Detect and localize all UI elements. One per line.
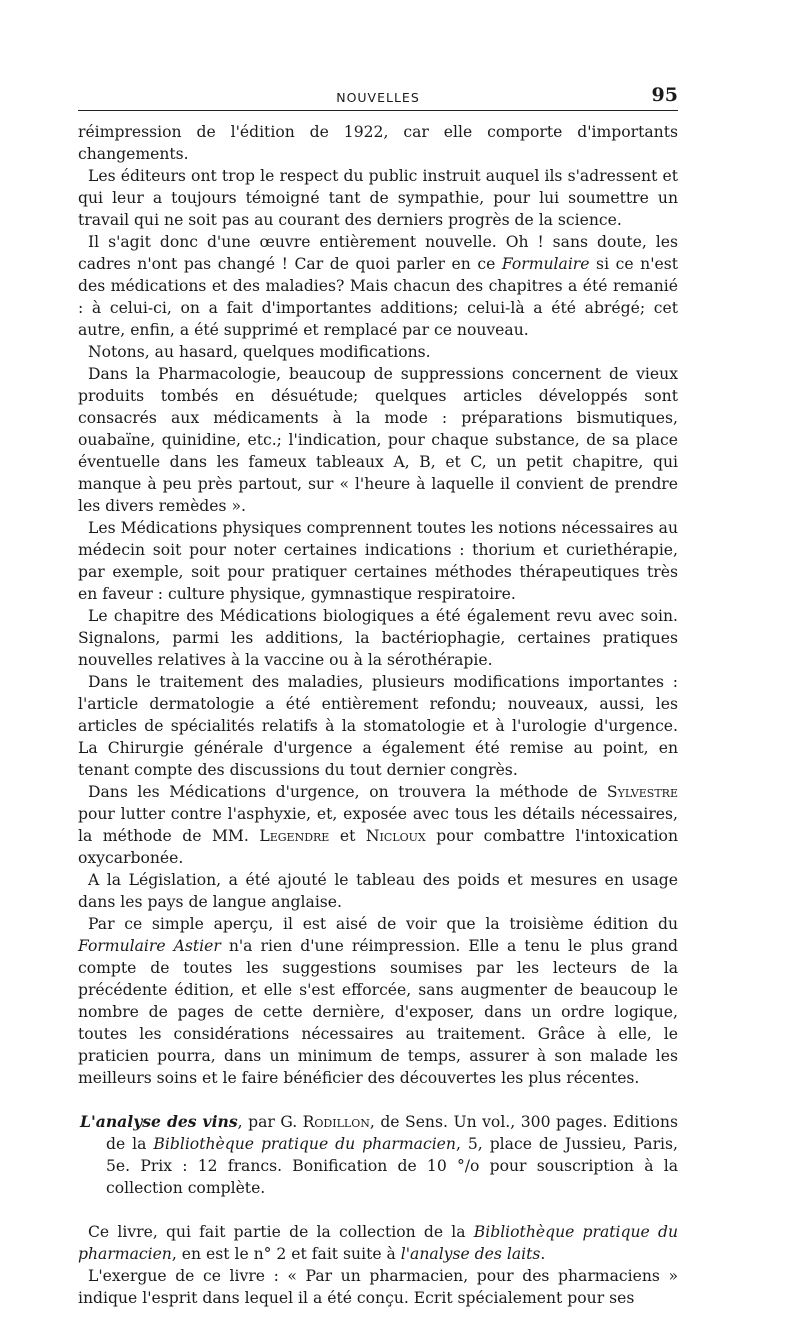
paragraph: Les Médications physiques comprennent toutes les notions nécessaires au médecin soit pour noter certaines indications : thorium et curiethérapie, par exemple, soit pour pratiquer certaines méthodes thérapeutiques très en faveur : culture physique, gymnastique respiratoire. [78,519,678,603]
book-title: L'analyse des vins [80,1112,238,1131]
paragraph: A la Législation, a été ajouté le tableau des poids et mesures en usage dans les pays de langue anglaise. [78,871,678,911]
paragraph: Par ce simple aperçu, il est aisé de voir que la troisième édition du Formulaire Astier n'a rien d'une réimpression. Elle a tenu le plus grand compte de toutes les suggestions soumises par les lecteurs de la précédente édition, et elle s'est efforcée, sans augmenter de beaucoup le nombre de pages de cette dernière, d'exposer, dans un ordre logique, toutes les considérations nécessaires au traitement. Grâce à elle, le praticien pourra, dans un minimum de temps, assurer à son malade les meilleurs soins et le faire bénéficier des découvertes les plus récentes. [78,915,678,1087]
paragraph: L'exergue de ce livre : « Par un pharmacien, pour des pharmaciens » indique l'esprit dans lequel il a été conçu. Ecrit spécialement pour ses [78,1267,678,1307]
page-number: 95 [651,84,678,106]
paragraph: Il s'agit donc d'une œuvre entièrement nouvelle. Oh ! sans doute, les cadres n'ont pas changé ! Car de quoi parler en ce Formulaire si ce n'est des médications et des maladies? Mais chacun des chapitres a été remanié : à celui-ci, on a fait d'importantes additions; celui-là a été abrégé; cet autre, enfin, a été supprimé et remplacé par ce nouveau. [78,233,678,339]
paragraph: Dans le traitement des maladies, plusieurs modifications importantes : l'article dermatologie a été entièrement refondu; nouveaux, aussi, les articles de spécialités relatifs à la stomatologie et à l'urologie d'urgence. La Chirurgie générale d'urgence a également été remise au point, en tenant compte des discussions du tout dernier congrès. [78,673,678,779]
paragraph: Le chapitre des Médications biologiques a été également revu avec soin. Signalons, parmi les additions, la bactériophagie, certaines pratiques nouvelles relatives à la vaccine ou à la sérothérapie. [78,607,678,669]
paragraph: réimpression de l'édition de 1922, car elle comporte d'importants changements. [78,123,678,163]
bibliography-entry: L'analyse des vins, par G. Rodillon, de Sens. Un vol., 300 pages. Editions de la Bibliothèque pratique du pharmacien, 5, place de Jussieu, Paris, 5e. Prix : 12 francs. Bonification de 10 °/o pour souscription à la collection complète. [80,1112,678,1197]
paragraph: Notons, au hasard, quelques modifications. [88,343,431,361]
paragraph: Dans les Médications d'urgence, on trouvera la méthode de Sylvestre pour lutter contre l'asphyxie, et, exposée avec tous les détails nécessaires, la méthode de MM. Legendre et Nicloux pour combattre l'intoxication oxycarbonée. [78,783,678,867]
paragraph: Ce livre, qui fait partie de la collection de la Bibliothèque pratique du pharmacien, en est le n° 2 et fait suite à l'analyse des laits. [78,1223,678,1263]
paragraph: Dans la Pharmacologie, beaucoup de suppressions concernent de vieux produits tombés en désuétude; quelques articles développés sont consacrés aux médicaments à la mode : préparations bismutiques, ouabaïne, quinidine, etc.; l'indication, pour chaque substance, de sa place éventuelle dans les fameux tableaux A, B, et C, un petit chapitre, qui manque à peu près partout, sur « l'heure à laquelle il convient de prendre les divers remèdes ». [78,365,678,515]
paragraph: Les éditeurs ont trop le respect du public instruit auquel ils s'adressent et qui leur a toujours témoigné tant de sympathie, pour lui soumettre un travail qui ne soit pas au courant des derniers progrès de la science. [78,167,678,229]
running-header [78,84,678,111]
header-title: NOUVELLES [336,90,420,105]
page [78,84,678,1309]
book-author: Rodillon [302,1113,370,1131]
article-body [78,121,678,1309]
